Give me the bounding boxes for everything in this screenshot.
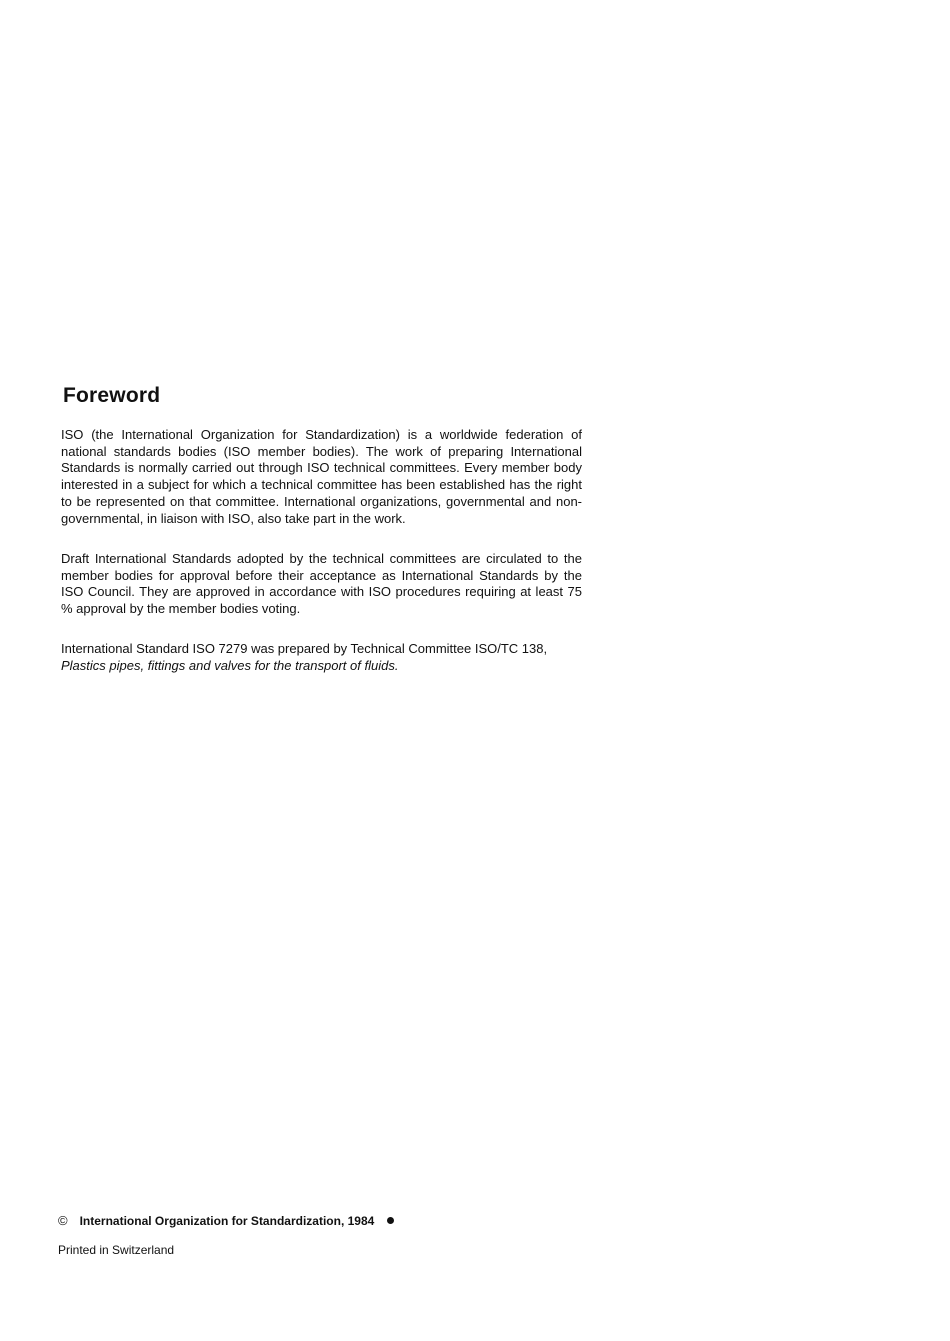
bullet-dot-icon <box>387 1217 394 1224</box>
copyright-symbol: © <box>58 1213 68 1228</box>
foreword-paragraph-committee <box>61 641 582 674</box>
foreword-paragraph-iso-description: ISO (the International Organization for Standardization) is a worldwide federation of national standards bodies (ISO member bodies). The work of preparing International Standards is normally carried out through ISO technical committees. Every member body interested in a subject for which a technical committee has been established has the right to be represented on that committee. International organizations, governmental and non-governmental, in liaison with ISO, also take part in the work. <box>61 427 582 526</box>
foreword-heading: Foreword <box>63 384 161 407</box>
foreword-paragraph-draft-standards: Draft International Standards adopted by the technical committees are circulated to the member bodies for approval before their acceptance as International Standards by the ISO Council. They are approved in accordance with ISO procedures requiring at least 75 % approval by the member bodies voting. <box>61 551 582 617</box>
copyright-line <box>58 1213 394 1228</box>
copyright-text: International Organization for Standardization, 1984 <box>79 1214 375 1228</box>
committee-title: Plastics pipes, fittings and valves for the transport of fluids. <box>61 657 399 673</box>
committee-statement: International Standard ISO 7279 was prepared by Technical Committee ISO/TC 138, <box>61 641 548 656</box>
printed-in-note: Printed in Switzerland <box>58 1243 175 1257</box>
